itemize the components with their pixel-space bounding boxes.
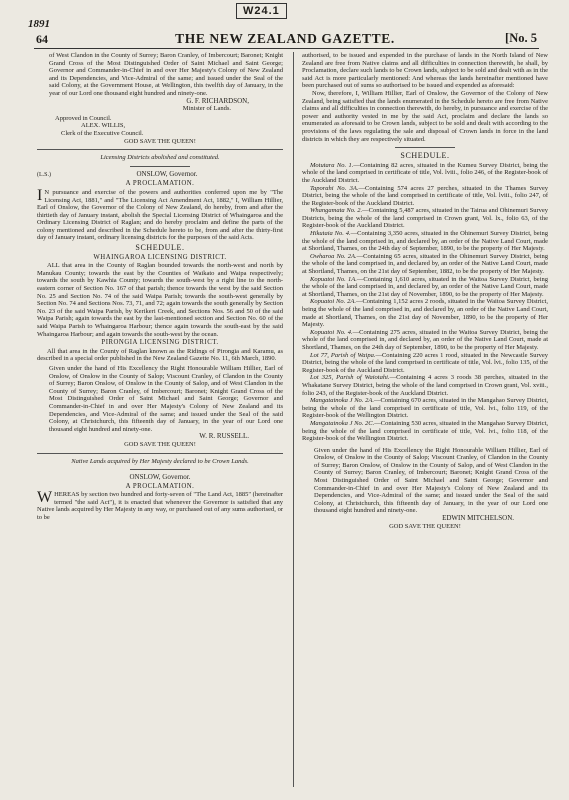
right-column <box>302 52 548 530</box>
short-rule-2 <box>130 469 190 470</box>
handwritten-year: 1891 <box>28 18 50 30</box>
schedule-entry <box>302 397 548 420</box>
page-number: 64 <box>36 32 48 46</box>
proclamation-heading-2: A PROCLAMATION. <box>125 482 195 490</box>
whereas-continued: authorised, to be issued and expended in the purchase of lands in the North Island of New Zealand are free from Native claims and all difficulties in connection therewith, he shall, by Proclamation, declare such lands to be Crown lands, subject to be sold and dealt with as in the said Act is more particularly mentioned: And whereas the lands hereinafter mentioned have been purchased out of sums so authorised to be issued and expended as aforesaid: <box>302 52 548 90</box>
schedule-entry <box>302 207 548 230</box>
seal-mark: (L.S.) <box>37 171 51 178</box>
section-title-licensing: Licensing Districts abolished and constituted. <box>100 154 220 162</box>
clerk-title: Clerk of the Executive Council. <box>61 129 144 137</box>
short-rule-3 <box>395 147 455 148</box>
proclamation-heading: A PROCLAMATION. <box>125 180 195 188</box>
schedule-heading-2: SCHEDULE. <box>400 151 450 161</box>
entry-text: —Containing 3,350 acres, situated in the Ohinemuri Survey District, being the whole of the land comprised in, and declared by, an order of the Native Land Court, made at Shortland, Thames, on the 24th day of September, 1890, to be the property of Her Majesty. <box>302 230 548 253</box>
schedule-heading: SCHEDULE. <box>135 243 185 253</box>
approved-in-council: Approved in Council. <box>55 114 112 122</box>
entry-name: Mangatainoka J No. 2A. <box>310 397 374 405</box>
district-description-whaingaroa: ALL that area in the County of Raglan bounded towards the north-west and north by Manukau County; towards the east by the Counties of Waikato and Waipa respectively; towards the south by Kawhia County; towards the south-west by a right line to the north-eastern corner of Section No. 167 of that parish; thence towards the west by the said Section No. 25 and Section No. 74 of the said Waipa Parish; towards the south-west generally by Section No. 74 and Sections Nos. 73, 71, and 72; again towards the south generally by Section No. 23 of the said Waipa Parish, by Kerikeri Creek, and Sections Nos. 56 and 50 of the said Waipa Parish; again towards the east by the last-mentioned section and Section No. 60 of the said Waipa Parish to Whaingaroa Harbour; thence again towards the south-east by the said Whaingaroa Harbour; and again towards the south-west by the ocean. <box>37 262 283 338</box>
section-rule-2 <box>37 453 283 454</box>
god-save-the-queen: GOD SAVE THE QUEEN! <box>124 137 196 145</box>
column-divider <box>293 52 294 787</box>
entry-name: Lot 77, Parish of Waipa. <box>310 351 376 359</box>
entry-text: —Containing 1,610 acres, situated in the Waitoa Survey District, being the whole of the land comprised in, and declared by, an order of the Native Land Court, made at Shortland, Thames, on the 21st day of November, 1890, to be the property of Her Majesty. <box>302 275 548 298</box>
governor-name-2: ONSLOW, Governor. <box>129 473 191 482</box>
entry-name: Hikutaia No. 4. <box>310 230 351 238</box>
proclamation-paragraph-2 <box>37 491 283 521</box>
entry-text: —Containing 4 acres 3 roods 38 perches, situated in the Whakatane Survey District, being the whole of the land comprised in Crown grant, Vol. xviii., folio 243, of the Register-book of the Auckland District. <box>302 374 548 397</box>
continued-paragraph: of West Clandon in the County of Surrey; Baron Cranley, of Imbercourt; Baronet; Knight Grand Cross of the Most Distinguished Order of Saint Michael and Saint George; Governor and Commander-in-Chief in and over Her Majesty's Colony of New Zealand and its Dependencies, and Vice-Admiral of the same; and issued under the Seal of the said Colony, at the Government House, at Wellington, this twelfth day of January, in the year of our Lord one thousand eight hundred and ninety-one. <box>49 52 283 97</box>
signature-russell: W. R. RUSSELL. <box>199 432 249 441</box>
archive-stamp: W24.1 <box>236 3 287 19</box>
proclamation-text-2: HEREAS by section two hundred and forty-seven of "The Land Act, 1885" (hereinafter termed "the said Act"), it is enacted that whenever the Governor is satisfied that any Native lands acquired by Her Majesty in any way, or purchased out of any sums authorised, or to be <box>37 491 283 522</box>
schedule-entry <box>302 276 548 299</box>
schedule-entry <box>302 298 548 328</box>
god-save-the-queen-3: GOD SAVE THE QUEEN! <box>389 522 461 530</box>
entry-text: —Containing 5,487 acres, situated in the Tairua and Ohinemuri Survey Districts, being the whole of the land comprised in Crown grant, Vol. lx., folio 63, of the Register-book of the Auckland District. <box>302 207 548 230</box>
section-title-native-lands: Native Lands acquired by Her Majesty declared to be Crown Lands. <box>71 457 249 465</box>
entry-name: Kopuatoi No. 1A. <box>310 275 357 283</box>
god-save-the-queen-2: GOD SAVE THE QUEEN! <box>124 440 196 448</box>
district-heading-whaingaroa: WHAINGAROA LICENSING DISTRICT. <box>93 253 227 261</box>
district-description-pirongia: All that area in the County of Raglan known as the Ridings of Pirongia and Karamu, as described in a special order published in the New Zealand Gazette No. 11, 6th March, 1890. <box>37 347 283 363</box>
schedule-entry <box>302 253 548 276</box>
schedule-entry <box>302 185 548 208</box>
entry-name: Kopuatoi No. 2A. <box>310 298 356 306</box>
entry-text: —Containing 530 acres, situated in the Mangahao Survey District, being the whole of the land comprised in certificate of title, Vol. lvi., folio 118, of the Register-book of the Wellington District. <box>302 419 548 443</box>
governor-name: ONSLOW, Governor. <box>136 169 198 178</box>
entry-text: —Containing 65 acres, situated in the Ohinemuri Survey District, being the whole of the land comprised in, and declared by, an order of the Native Land Court, made at Shortland, Thames, on the 21st day of September, 1882, to be the property of Her Majesty. <box>302 252 549 276</box>
given-under-paragraph-2: Given under the hand of His Excellency the Right Honourable William Hillier, Earl of Onslow, of Onslow in the County of Salop; Viscount Cranley, of Clandon in the County of Surrey; Baron Onslow, of Onslow in the County of Salop, and of West Clandon in the County of Surrey; Baron Cranley, of Imbercourt; Baronet; Knight Grand Cross of the Most Distinguished Order of Saint Michael and Saint George; Governor and Commander-in-Chief in and over Her Majesty's Colony of New Zealand and its Dependencies, and Vice-Admiral of the same; and issued under the Seal of the said Colony, at Christchurch, this fifteenth day of January, in the year of our Lord one thousand eight hundred and ninety-one. <box>314 446 548 515</box>
schedule-entry <box>302 352 548 375</box>
entry-name: Mangatainoka J No. 2C. <box>310 419 375 427</box>
schedule-entries <box>302 162 548 443</box>
entry-name: Kopuatoi No. 4. <box>310 328 353 336</box>
signature-mitchelson: EDWIN MITCHELSON. <box>442 514 514 523</box>
entry-text: —Containing 82 acres, situated in the Kumeu Survey District, being the whole of the land comprised in certificate of title, Vol. lviii., folio 246, of the Register-book of the Auckland District. <box>302 161 548 184</box>
signature-title-lands: Minister of Lands. <box>182 105 231 113</box>
clerk-name: ALEX. WILLIS, <box>81 122 126 130</box>
drop-cap: I <box>37 186 43 204</box>
schedule-entry <box>302 420 548 443</box>
governor-line <box>37 171 283 180</box>
entry-name: Whangamata No. 2. <box>310 207 363 215</box>
section-rule <box>37 149 283 150</box>
gazette-title: THE NEW ZEALAND GAZETTE. <box>175 31 395 46</box>
schedule-entry <box>302 162 548 185</box>
schedule-entry <box>302 329 548 352</box>
entry-text: —Containing 1,152 acres 2 roods, situated in the Waitoa Survey District, being the whole of the land comprised in, and declared by, an order of the Native Land Court, made at Shortland, Thames, on the 21st day of November, 1890, to be the property of Her Majesty. <box>302 298 548 329</box>
entry-text: —Containing 670 acres, situated in the Mangahao Survey District, being the whole of the land comprised in certificate of title, Vol. lvi., folio 119, of the Register-book of the Wellington District. <box>302 397 548 420</box>
signature-richardson: G. F. RICHARDSON, <box>186 96 249 105</box>
header-rule <box>34 48 539 49</box>
entry-name: Taporahi No. 3A. <box>310 184 359 192</box>
drop-cap-2: W <box>37 489 53 507</box>
entry-text: —Containing 220 acres 1 rood, situated in the Newcastle Survey District, being the whole of the land comprised in certificate of title, Vol. lvi., folio 135, of the Register-book of the Auckland District. <box>302 351 549 374</box>
left-column <box>37 52 283 522</box>
now-therefore-paragraph: Now, therefore, I, William Hillier, Earl of Onslow, the Governor of the Colony of New Zealand, being satisfied that the lands enumerated in the Schedule hereto are free from Native claims and all difficulties in connection therewith, do hereby, in pursuance and exercise of the power and authority vested in me by the said Act, proclaim and declare the lands so enumerated as aforesaid to be Crown lands, subject to be sold and dealt with according to the provisions of the laws regulating the sale and disposal of Crown lands in force in the land districts in which they are respectively situated. <box>302 89 548 143</box>
entry-text: —Containing 275 acres, situated in the Waitoa Survey District, being the whole of the land comprised in, and declared by, an order of the Native Land Court, made at Shortland, Thames, on the 24th day of September, 1890, to be the property of Her Majesty. <box>302 328 548 351</box>
schedule-entry <box>302 374 548 397</box>
proclamation-text: N pursuance and exercise of the powers and authorities conferred upon me by "The Licensing Act, 1881," and "The Licensing Act Amendment Act, 1882," I, William Hillier, Earl of Onslow, the Governor of the Colony of New Zealand, do hereby, from and after the thirtieth day of January instant, abolish the Special Licensing District of Whaingaroa and the Ordinary Licensing District of Raglan; and do hereby proclaim and define the parts of the colony mentioned and described in the Schedule hereto to be, from and after the thirty-first day of January instant, ordinary licensing districts for the purposes of the said Acts. <box>37 188 283 242</box>
given-under-paragraph: Given under the hand of His Excellency the Right Honourable William Hillier, Earl of Onslow, of Onslow in the County of Salop; Viscount Cranley, of Clandon in the County of Surrey; Baron Onslow, of Onslow in the County of Salop, and of West Clandon in the County of Surrey; Baron Cranley, of Imbercourt; Baronet; Knight Grand Cross of the Most Distinguished Order of Saint Michael and Saint George; Governor and Commander-in-Chief in and over Her Majesty's Colony of New Zealand and its Dependencies, and Vice-Admiral of the same; and issued under the Seal of the said Colony, at Christchurch, this fifteenth day of January, in the year of our Lord one thousand eight hundred and ninety-one. <box>49 364 283 433</box>
entry-name: Owharoa No. 2A. <box>310 252 357 260</box>
entry-text: —Containing 574 acres 27 perches, situated in the Thames Survey District, being the whole of the land comprised in certificate of title, Vol. lviii., folio 247, of the Register-book of the Auckland District. <box>302 184 548 207</box>
district-heading-pirongia: PIRONGIA LICENSING DISTRICT. <box>101 339 219 347</box>
short-rule <box>130 166 190 167</box>
proclamation-paragraph <box>37 186 283 242</box>
entry-name: Motutara No. 1. <box>310 161 354 169</box>
schedule-entry <box>302 230 548 253</box>
issue-number: [No. 5 <box>505 31 537 45</box>
entry-name: Lot 325, Parish of Waiotahi. <box>310 374 390 382</box>
